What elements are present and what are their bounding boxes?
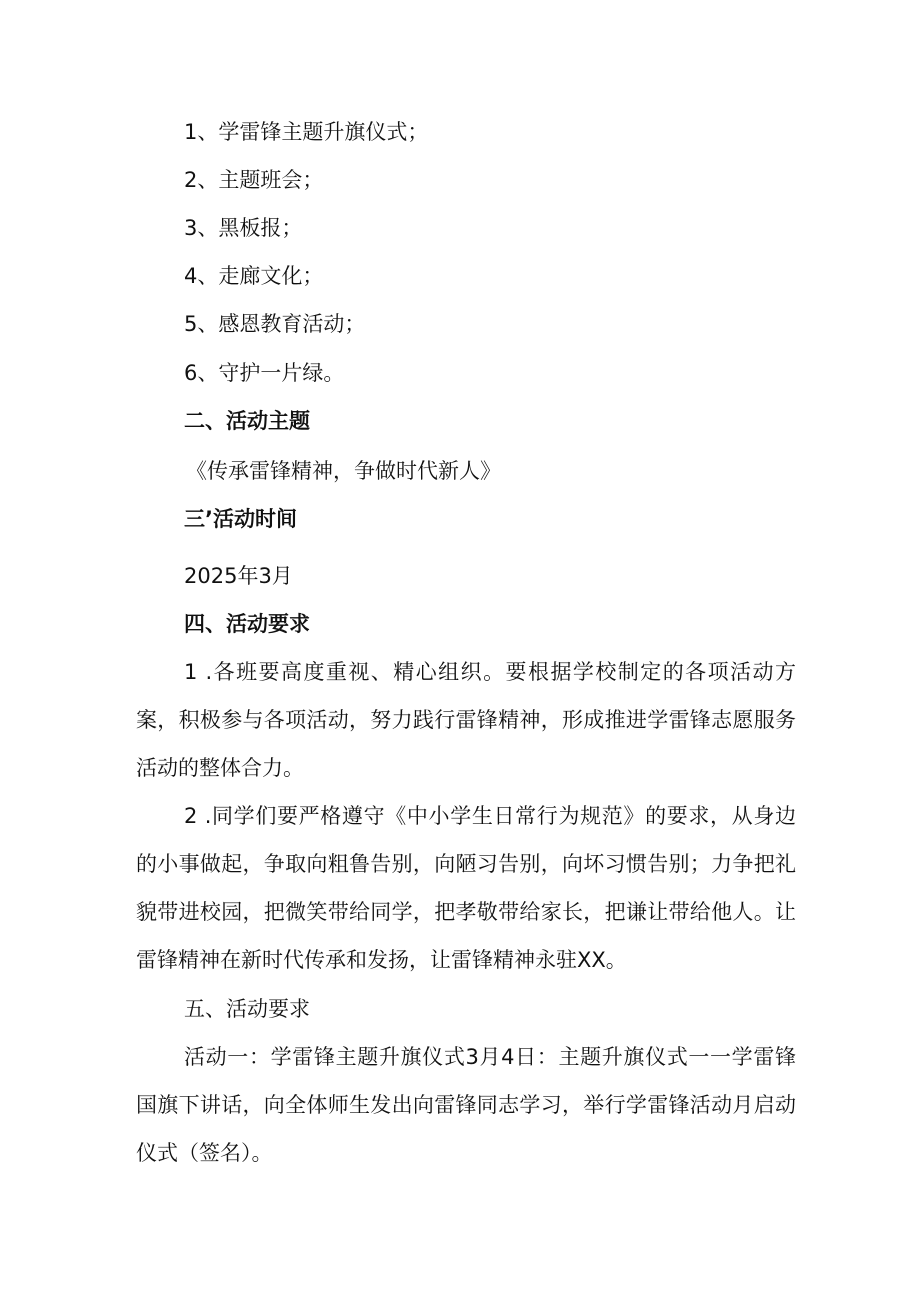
list-item-2: 2、主题班会； (184, 168, 324, 192)
section-3-heading: 三’活动时间 (184, 507, 297, 531)
section-5-heading: 五、活动要求 (184, 997, 310, 1021)
section-4-heading: 四、活动要求 (184, 612, 310, 636)
list-item-3: 3、黑板报； (184, 216, 303, 240)
section-3-date: 2025年3月 (184, 564, 293, 588)
list-item-1: 1、学雷锋主题升旗仪式； (184, 120, 429, 144)
list-item-4: 4、走廊文化； (184, 264, 324, 288)
requirement-paragraph-1: 1 .各班要高度重视、精心组织。要根据学校制定的各项活动方案，积极参与各项活动，努力践行雷锋精神，形成推进学雷锋志愿服务活动的整体合力。 (136, 660, 796, 780)
requirement-paragraph-2: 2 .同学们要严格遵守《中小学生日常行为规范》的要求，从身边的小事做起，争取向粗鲁告别，向陋习告别，向坏习惯告别；力争把礼貌带进校园，把微笑带给同学，把孝敬带给家长，把谦让带给他人。让雷锋精神在新时代传承和发扬，让雷锋精神永驻XX。 (136, 804, 796, 972)
section-2-theme: 《传承雷锋精神，争做时代新人》 (186, 459, 501, 483)
list-item-5: 5、感恩教育活动； (184, 312, 366, 336)
list-item-6: 6、守护一片绿。 (184, 361, 345, 385)
activity-paragraph-1: 活动一：学雷锋主题升旗仪式3月4日：主题升旗仪式一一学雷锋国旗下讲话，向全体师生发出向雷锋同志学习，举行学雷锋活动月启动仪式（签名）。 (136, 1045, 796, 1165)
section-2-heading: 二、活动主题 (184, 409, 310, 433)
